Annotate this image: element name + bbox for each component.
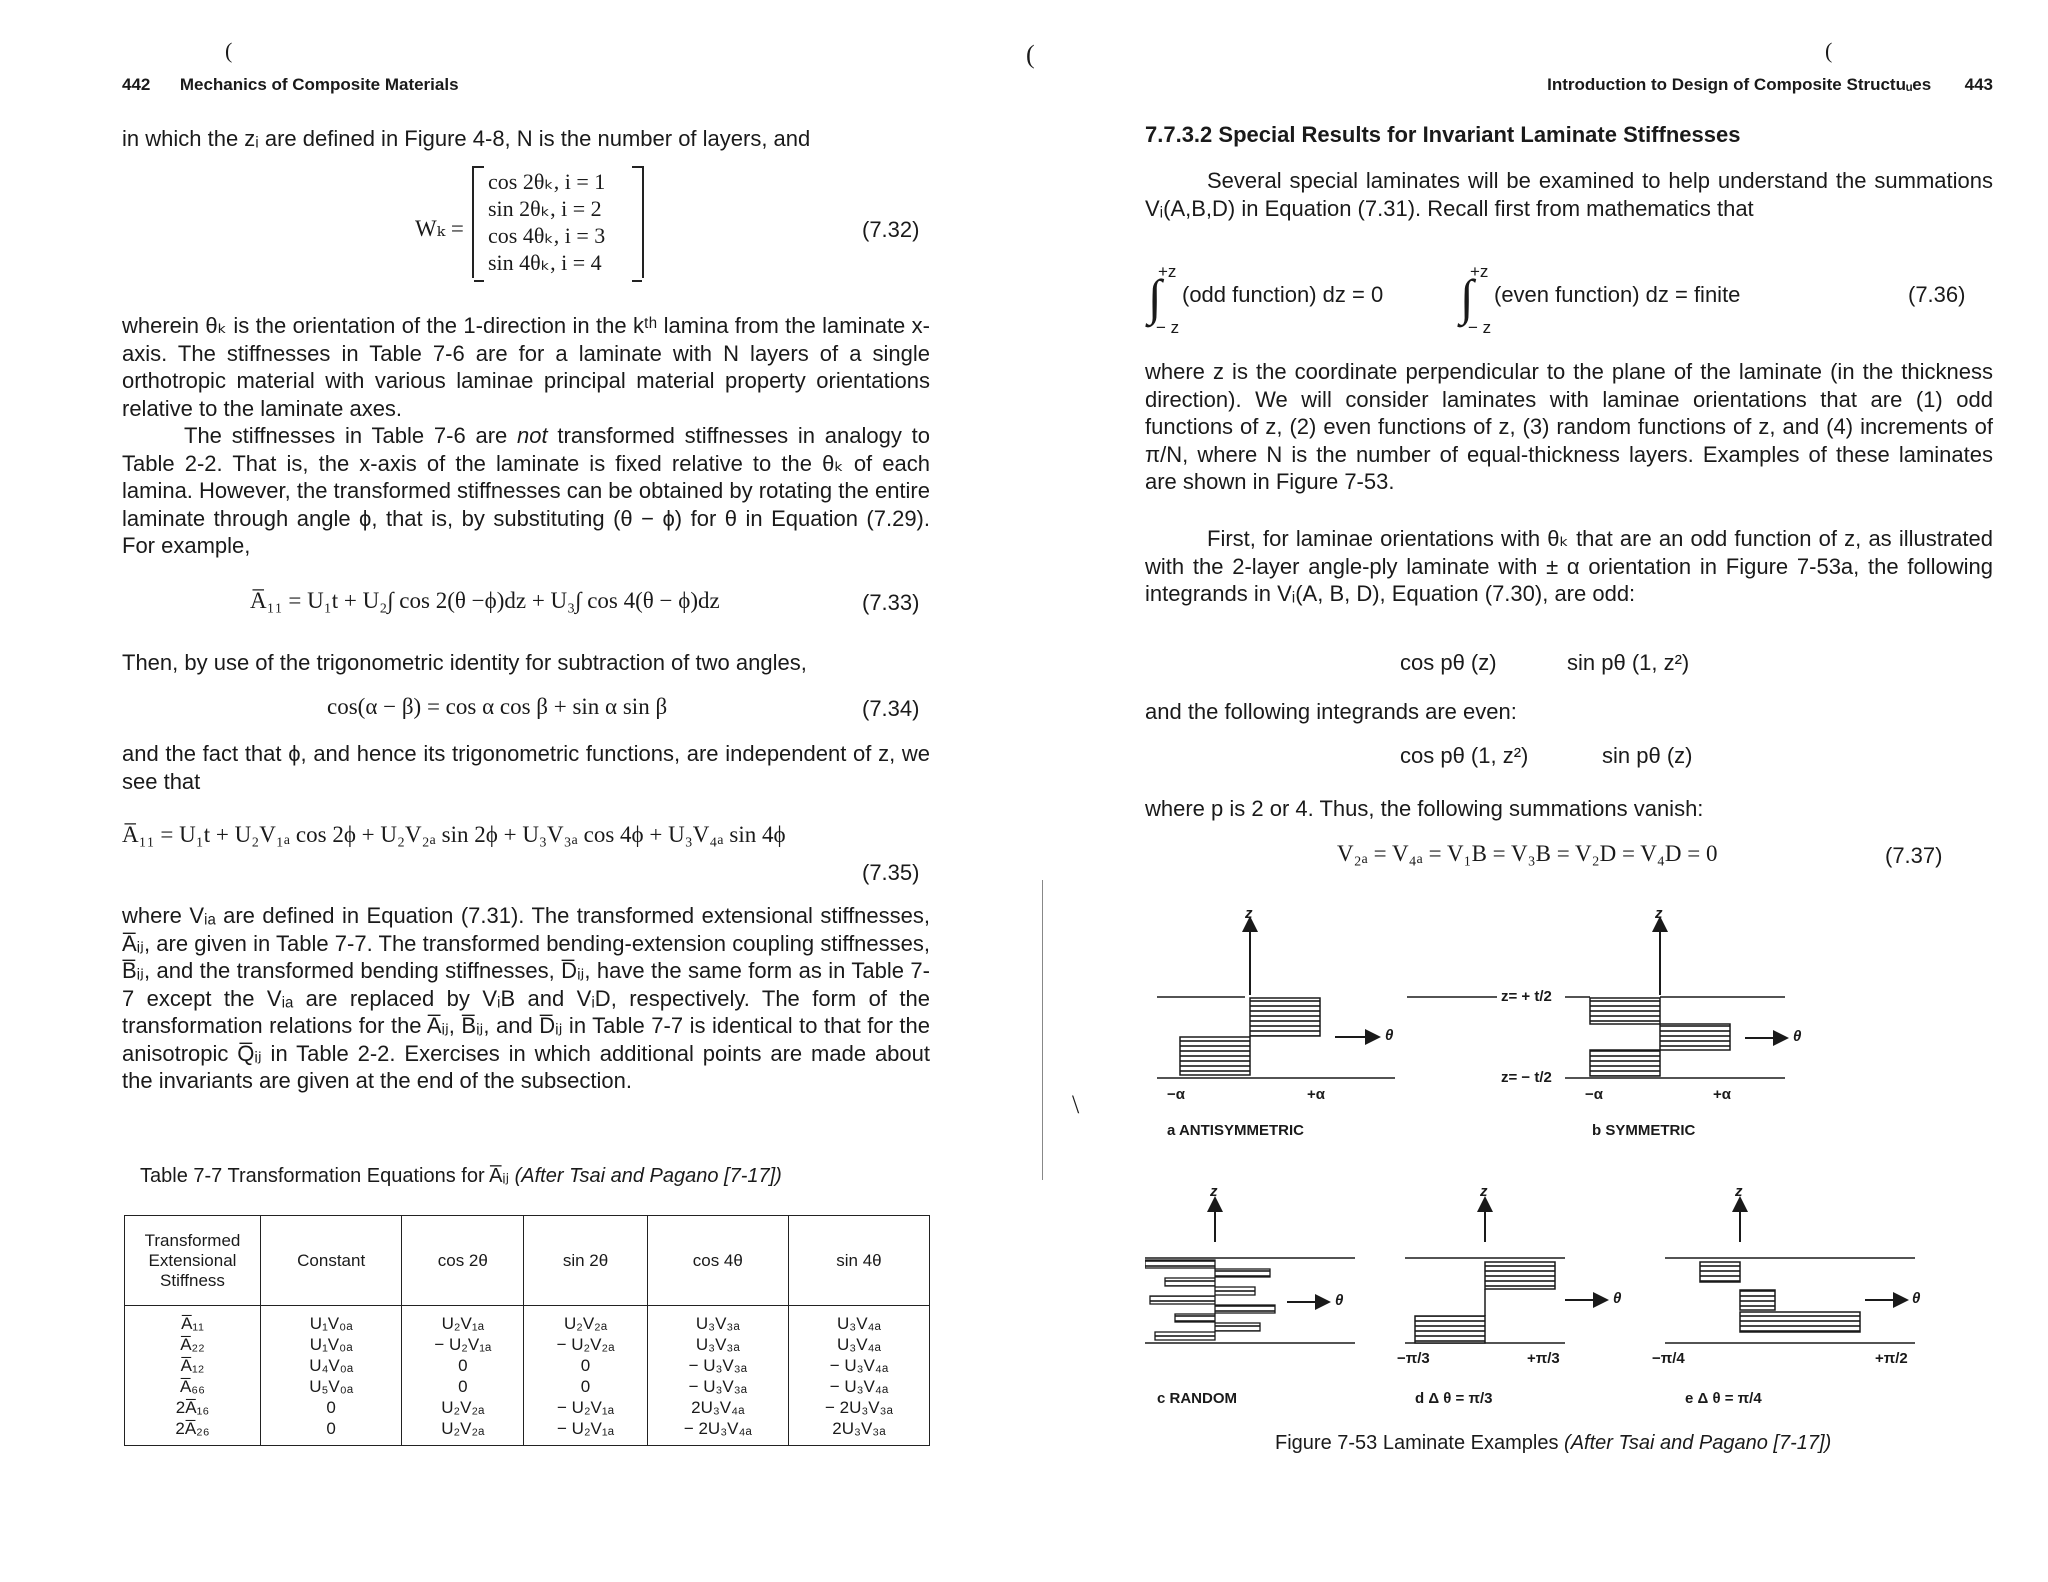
figure-caption-source: (After Tsai and Pagano [7-17]) — [1558, 1432, 1832, 1454]
fig-e-left-angle: −π/4 — [1652, 1350, 1685, 1367]
eq-733-number: (7.33) — [862, 590, 920, 615]
matrix-row: cos 2θₖ, i = 1 — [488, 169, 606, 194]
header-line: Stiffness — [160, 1270, 225, 1290]
eq-732-lhs: Wₖ = — [415, 216, 464, 241]
fig-theta-a: θ — [1385, 1027, 1394, 1044]
fig-a-antisymmetric — [1157, 920, 1497, 1078]
paragraph-2-start: The stiffnesses in Table 7-6 are — [184, 423, 518, 448]
right-page — [1030, 0, 2048, 1582]
table-header-cell: sin 2θ — [524, 1216, 647, 1306]
fig-c-random — [1145, 1200, 1355, 1343]
fig-a-right-angle: +α — [1307, 1086, 1325, 1103]
table-cell: U₃V₄ₐ — [837, 1334, 881, 1354]
table-column-sin2 — [524, 1306, 647, 1446]
table-cell: − U₂V₂ₐ — [556, 1334, 615, 1354]
table-cell: U₂V₂ₐ — [441, 1418, 485, 1438]
paragraph-2-end: transformed stiffnesses in analogy to Table 2-2. That is, the x-axis of the laminate is fixed relative to the θₖ of each lamina. However, the transformed stiffnesses can be obtained by rotating the entire laminate through angle ϕ, that is, by substituting (θ − ϕ) for θ in Equation (7.29). For example, — [122, 423, 930, 558]
table-cell: 0 — [458, 1376, 468, 1396]
table-cell: − U₃V₃ₐ — [688, 1355, 747, 1375]
fig-theta-b: θ — [1793, 1028, 1802, 1045]
integral-lower-limit: − z — [1156, 318, 1180, 337]
table-cell: − 2U₃V₄ₐ — [683, 1418, 752, 1438]
right-paragraph-3: First, for laminae orientations with θₖ that are an odd function of z, as illustrated with the 2-layer angle-ply laminate with ± α orientation in Figure 7-53a, the following integrands in Vᵢ(A, B, D), Equation (7.30), are odd: — [1145, 526, 1993, 606]
fig-label-e: e Δ θ = π/4 — [1685, 1390, 1762, 1407]
scan-mark: ( — [225, 38, 233, 63]
table-cell: 0 — [580, 1376, 591, 1396]
integral-upper-limit: +z — [1158, 262, 1177, 281]
table-cell: 0 — [326, 1397, 336, 1417]
matrix-row: sin 2θₖ, i = 2 — [488, 196, 602, 221]
table-column-constant — [261, 1306, 402, 1446]
table-cell: − 2U₃V₃ₐ — [824, 1397, 893, 1417]
page-number-left: 442 — [122, 75, 151, 94]
fig-label-c: c RANDOM — [1157, 1390, 1238, 1407]
paragraph-4: and the fact that ϕ, and hence its trigonometric functions, are independent of z, we see that — [122, 741, 930, 794]
running-title-right: Introduction to Design of Composite Structuᵤes — [1547, 75, 1932, 94]
fig-axis-z-a: z — [1245, 905, 1253, 922]
table-caption — [140, 1163, 930, 1188]
table-7-7 — [124, 1215, 930, 1446]
row-label: A̅₁₂ — [180, 1355, 205, 1375]
figure-caption-title: Figure 7-53 Laminate Examples — [1275, 1432, 1559, 1454]
matrix-row: sin 4θₖ, i = 4 — [488, 250, 602, 275]
eq-736-number: (7.36) — [1908, 282, 1966, 307]
table-cell: U₃V₄ₐ — [837, 1313, 881, 1333]
figure-7-53 — [1145, 900, 2005, 1460]
header-line: Transformed — [144, 1230, 241, 1250]
table-cell: U₂V₂ₐ — [441, 1397, 485, 1417]
row-label: A̅₁₁ — [181, 1313, 204, 1333]
row-label: A̅₂₂ — [180, 1334, 205, 1354]
gutter-mark: ( — [1026, 40, 1035, 69]
fig-axis-z-c: z — [1210, 1183, 1218, 1200]
fig-d-left-angle: −π/3 — [1397, 1350, 1430, 1367]
row-label: 2A̅₁₆ — [175, 1397, 210, 1417]
fig-label-b: b SYMMETRIC — [1592, 1122, 1696, 1139]
eq-735-number: (7.35) — [862, 860, 920, 885]
row-label: A̅₆₆ — [179, 1376, 206, 1396]
eq-737: V₂ₐ = V₄ₐ = V₁B = V₃B = V₂D = V₄D = 0 — [1337, 841, 1718, 866]
eq-733: A̅₁₁ = U₁t + U₂∫ cos 2(θ −ϕ)dz + U₃∫ cos 4(θ − ϕ)dz — [250, 588, 720, 613]
page-number-right: 443 — [1964, 75, 1993, 94]
eq-732-number: (7.32) — [862, 217, 920, 242]
table-column-sin4 — [788, 1306, 929, 1446]
fig-d-right-angle: +π/3 — [1527, 1350, 1560, 1367]
fig-axis-z-e: z — [1735, 1183, 1743, 1200]
paragraph-2 — [122, 422, 930, 560]
fig-b-left-angle: −α — [1585, 1086, 1603, 1103]
table-cell: 0 — [326, 1418, 336, 1438]
table-header-cell — [125, 1216, 261, 1306]
table-cell: U₅V₀ₐ — [309, 1376, 354, 1396]
fig-label-a: a ANTISYMMETRIC — [1167, 1122, 1304, 1139]
fig-a-left-angle: −α — [1167, 1086, 1185, 1103]
table-cell: U₁V₀ₐ — [309, 1334, 353, 1354]
table-header-cell: sin 4θ — [788, 1216, 929, 1306]
table-cell: − U₃V₄ₐ — [829, 1355, 889, 1375]
paragraph-1 — [122, 312, 930, 560]
eq-734: cos(α − β) = cos α cos β + sin α sin β — [327, 694, 668, 719]
page-header-left — [122, 75, 459, 95]
paragraph-5: where Vᵢₐ are defined in Equation (7.31). The transformed extensional stiffnesses, A̅ᵢⱼ, are given in Table 7-7. The transformed bending-extension coupling stiffnesses, B̅ᵢⱼ, and the transformed bending stiffnesses, D̅ᵢⱼ, have the same form as in Table 7-7 except the Vᵢₐ are replaced by VᵢB and VᵢD, respectively. The form of the transformation relations for the A̅ᵢⱼ, B̅ᵢⱼ, and D̅ᵢⱼ in Table 7-7 is identical to that for the anisotropic Q̅ᵢⱼ in Table 2-2. Exercises in which additional points are made about the invariants are given at the end of the subsection. — [122, 903, 930, 1093]
intro-line: in which the zᵢ are defined in Figure 4-8, N is the number of layers, and — [122, 126, 811, 151]
fig-theta-c: θ — [1335, 1292, 1344, 1309]
table-row-labels — [125, 1306, 261, 1446]
even-integrand: sin pθ (z) — [1602, 743, 1693, 768]
fig-axis-z-b: z — [1655, 905, 1663, 922]
right-paragraph-5: where p is 2 or 4. Thus, the following summations vanish: — [1145, 796, 1704, 821]
integral-lower-limit: − z — [1468, 318, 1492, 337]
table-cell: U₃V₃ₐ — [695, 1313, 740, 1333]
table-caption-title: Table 7-7 Transformation Equations for A̅ᵢⱼ — [140, 1165, 510, 1187]
fig-axis-z-d: z — [1480, 1183, 1488, 1200]
row-label: 2A̅₂₆ — [175, 1418, 210, 1438]
table-cell: − U₂V₁ₐ — [434, 1334, 492, 1354]
table-cell: − U₃V₄ₐ — [829, 1376, 889, 1396]
fig-b-symmetric — [1565, 920, 1785, 1078]
fig-e-pi-over-4 — [1665, 1200, 1915, 1343]
fig-b-right-angle: +α — [1713, 1086, 1731, 1103]
eq-735: A̅₁₁ = U₁t + U₂V₁ₐ cos 2ϕ + U₂V₂ₐ sin 2ϕ + U₃V₃ₐ cos 4ϕ + U₃V₄ₐ sin 4ϕ — [122, 822, 786, 847]
section-heading: 7.7.3.2 Special Results for Invariant Laminate Stiffnesses — [1145, 122, 1741, 147]
table-column-cos4 — [647, 1306, 788, 1446]
table-header-cell: cos 2θ — [402, 1216, 524, 1306]
scan-mark: ( — [1825, 38, 1833, 63]
eq-732-matrix — [472, 166, 644, 278]
table-cell: U₂V₂ₐ — [563, 1313, 608, 1333]
right-paragraph-2: where z is the coordinate perpendicular to the plane of the laminate (in the thickness direction). We will consider laminates with laminae orientations that are (1) odd functions of z, (2) even functions of z, (3) random functions of z, and (4) increments of π/N, where N is the number of equal-thickness layers. Examples of these laminates are shown in Figure 7-53. — [1145, 359, 1993, 494]
odd-integrand: sin pθ (1, z²) — [1567, 650, 1690, 675]
table-header-cell: cos 4θ — [647, 1216, 788, 1306]
eq-736 — [1148, 262, 1998, 342]
table-cell: U₄V₀ₐ — [309, 1355, 354, 1375]
table-cell: − U₃V₃ₐ — [688, 1376, 747, 1396]
table-cell: U₃V₃ₐ — [695, 1334, 740, 1354]
odd-integrand: cos pθ (z) — [1400, 650, 1497, 675]
right-paragraph-4: and the following integrands are even: — [1145, 699, 1517, 724]
table-cell: U₂V₁ₐ — [441, 1313, 484, 1333]
page-header-right — [1438, 75, 1993, 95]
matrix-row: cos 4θₖ, i = 3 — [488, 223, 606, 248]
table-cell: U₁V₀ₐ — [309, 1313, 353, 1333]
fig-top-thickness: z= + t/2 — [1501, 988, 1552, 1005]
table-cell: − U₂V₁ₐ — [557, 1418, 614, 1438]
fig-d-pi-over-3 — [1405, 1200, 1605, 1343]
running-title-left: Mechanics of Composite Materials — [179, 75, 459, 94]
table-column-cos2 — [402, 1306, 524, 1446]
table-header-cell: Constant — [261, 1216, 402, 1306]
gutter-mark: \ — [1072, 1090, 1080, 1119]
integral-sign: ∫ — [1460, 269, 1474, 325]
eq-737-number: (7.37) — [1885, 843, 1943, 868]
fig-theta-d: θ — [1613, 1290, 1622, 1307]
fig-e-right-angle: +π/2 — [1875, 1350, 1908, 1367]
figure-caption — [1275, 1432, 1975, 1455]
paragraph-1-text: wherein θₖ is the orientation of the 1-direction in the kᵗʰ lamina from the laminate x-axis. The stiffnesses in Table 7-6 are for a laminate with N layers of a single orthotropic material with various laminae principal material property orientations relative to the laminate axes. — [122, 313, 930, 421]
integral-sign: ∫ — [1148, 269, 1162, 325]
integral-upper-limit: +z — [1470, 262, 1489, 281]
table-cell: − U₂V₁ₐ — [557, 1397, 614, 1417]
paragraph-3: Then, by use of the trigonometric identity for subtraction of two angles, — [122, 650, 807, 675]
table-cell: 0 — [458, 1355, 468, 1375]
table-cell: 2U₃V₄ₐ — [691, 1397, 745, 1417]
integral-right-text: (even function) dz = finite — [1494, 282, 1741, 307]
integral-left-text: (odd function) dz = 0 — [1182, 282, 1384, 307]
even-integrand: cos pθ (1, z²) — [1400, 743, 1529, 768]
fig-bottom-thickness: z= − t/2 — [1501, 1069, 1552, 1086]
table-cell: 0 — [580, 1355, 591, 1375]
table-caption-source: (After Tsai and Pagano [7-17]) — [509, 1165, 782, 1187]
header-line: Extensional — [148, 1250, 237, 1270]
right-paragraph-1: Several special laminates will be examined to help understand the summations Vᵢ(A,B,D) in Equation (7.31). Recall first from mathematics that — [1145, 168, 1993, 221]
fig-theta-e: θ — [1912, 1290, 1921, 1307]
fig-label-d: d Δ θ = π/3 — [1415, 1390, 1493, 1407]
emphasis-not: not — [517, 423, 548, 448]
eq-734-number: (7.34) — [862, 696, 920, 721]
table-cell: 2U₃V₃ₐ — [832, 1418, 886, 1438]
